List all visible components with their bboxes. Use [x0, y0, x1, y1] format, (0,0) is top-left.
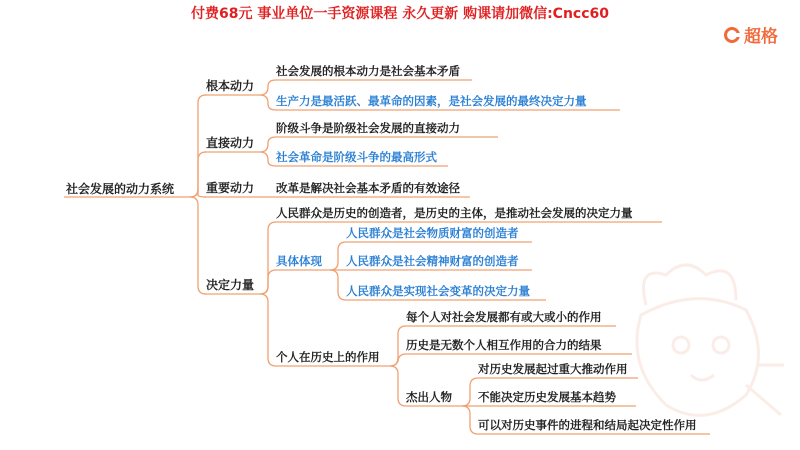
individual-item: 每个人对社会发展都有或大或小的作用 — [406, 310, 602, 324]
fundamental-item: 社会发展的根本动力是社会基本矛盾 — [276, 64, 460, 78]
individual-item: 历史是无数个人相互作用的合力的结果 — [406, 338, 602, 352]
outstanding-item: 不能决定历史发展基本趋势 — [478, 390, 616, 404]
embodiment-label: 具体体现 — [276, 254, 322, 268]
mindmap-root: 社会发展的动力系统 — [66, 182, 175, 196]
promo-banner: 付费68元 事业单位一手资源课程 永久更新 购课请加微信:Cncc60 — [190, 6, 610, 22]
direct-item: 阶级斗争是阶级社会发展的直接动力 — [276, 121, 460, 135]
outstanding-item: 对历史发展起过重大推动作用 — [478, 362, 628, 376]
direct-item: 社会革命是阶级斗争的最高形式 — [276, 150, 437, 164]
decisive-statement: 人民群众是历史的创造者，是历史的主体，是推动社会发展的决定力量 — [276, 206, 633, 220]
outstanding-label: 杰出人物 — [406, 390, 452, 404]
embodiment-item: 人民群众是实现社会变革的决定力量 — [346, 284, 530, 298]
branch-important: 重要动力 — [206, 181, 255, 195]
important-item: 改革是解决社会基本矛盾的有效途径 — [276, 181, 460, 195]
fundamental-item: 生产力是最活跃、最革命的因素，是社会发展的最终决定力量 — [276, 94, 587, 108]
branch-decisive: 决定力量 — [206, 278, 255, 292]
branch-direct: 直接动力 — [206, 136, 255, 150]
embodiment-item: 人民群众是社会物质财富的创造者 — [346, 226, 519, 240]
outstanding-item: 可以对历史事件的进程和结局起决定性作用 — [478, 418, 697, 432]
individual-label: 个人在历史上的作用 — [276, 350, 380, 364]
logo-text: 超格 — [744, 27, 778, 47]
embodiment-item: 人民群众是社会精神财富的创造者 — [346, 254, 519, 268]
branch-fundamental: 根本动力 — [206, 79, 255, 93]
